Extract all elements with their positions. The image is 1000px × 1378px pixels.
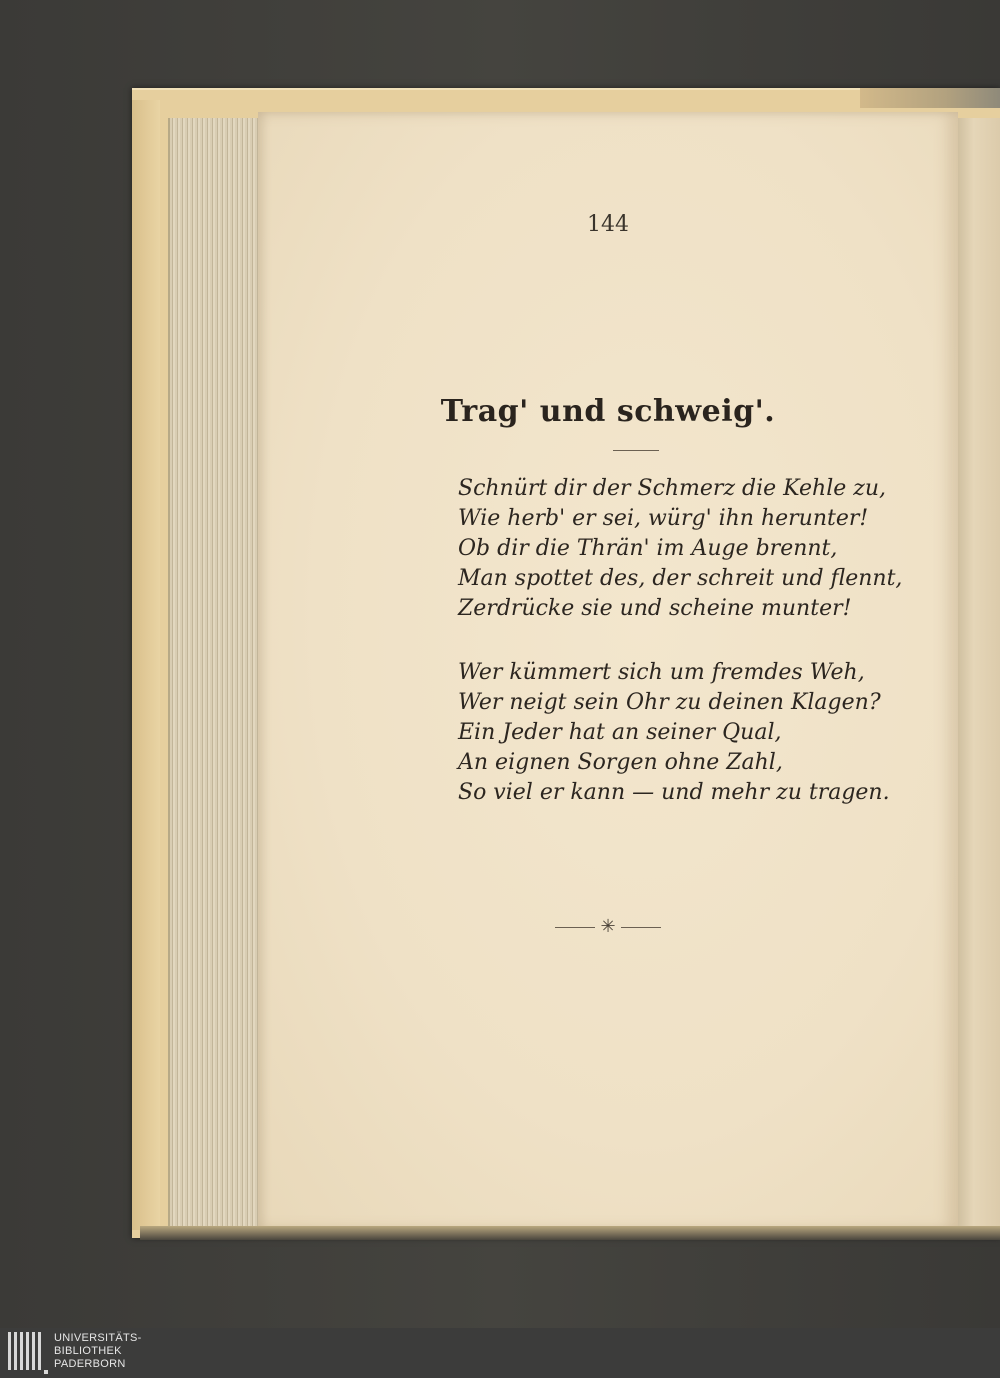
book-cover-edge <box>132 100 160 1230</box>
verse-line: Wer kümmert sich um fremdes Weh, <box>458 660 865 685</box>
page-edges <box>168 118 264 1226</box>
asterisk-ornament-icon: ✳ <box>600 916 616 937</box>
verse-line: Wie herb' er sei, würg' ihn herunter! <box>458 506 869 531</box>
book-bottom-shadow <box>140 1226 1000 1240</box>
logo-line-3: PADERBORN <box>54 1358 126 1370</box>
logo-line-1: UNIVERSITÄTS- <box>54 1332 142 1344</box>
stanza-2 <box>458 658 890 808</box>
library-footer <box>0 1328 1000 1378</box>
stanza-1 <box>458 474 903 624</box>
poem-title: Trag' und schweig'. <box>440 394 776 429</box>
book-spine-edge <box>860 88 1000 108</box>
verse-line: Ein Jeder hat an seiner Qual, <box>458 720 782 745</box>
ornament-rule-right <box>621 927 661 928</box>
page-number: 144 <box>587 212 629 237</box>
verse-line: Wer neigt sein Ohr zu deinen Klagen? <box>458 690 881 715</box>
ornament-rule-left <box>555 927 595 928</box>
verse-line: So viel er kann — und mehr zu tragen. <box>458 780 890 805</box>
end-ornament <box>258 916 958 937</box>
verse-line: Schnürt dir der Schmerz die Kehle zu, <box>458 476 887 501</box>
verse-line: Zerdrücke sie und scheine munter! <box>458 596 852 621</box>
verse-line: Man spottet des, der schreit und flennt, <box>458 566 903 591</box>
verse-line: Ob dir die Thrän' im Auge brennt, <box>458 536 838 561</box>
facing-page-edge <box>956 118 1000 1226</box>
book-page <box>258 112 958 1230</box>
logo-line-2: BIBLIOTHEK <box>54 1345 122 1357</box>
title-divider <box>613 450 659 451</box>
library-logo-icon <box>8 1332 48 1374</box>
verse-line: An eignen Sorgen ohne Zahl, <box>458 750 783 775</box>
library-logo-text <box>54 1332 142 1371</box>
